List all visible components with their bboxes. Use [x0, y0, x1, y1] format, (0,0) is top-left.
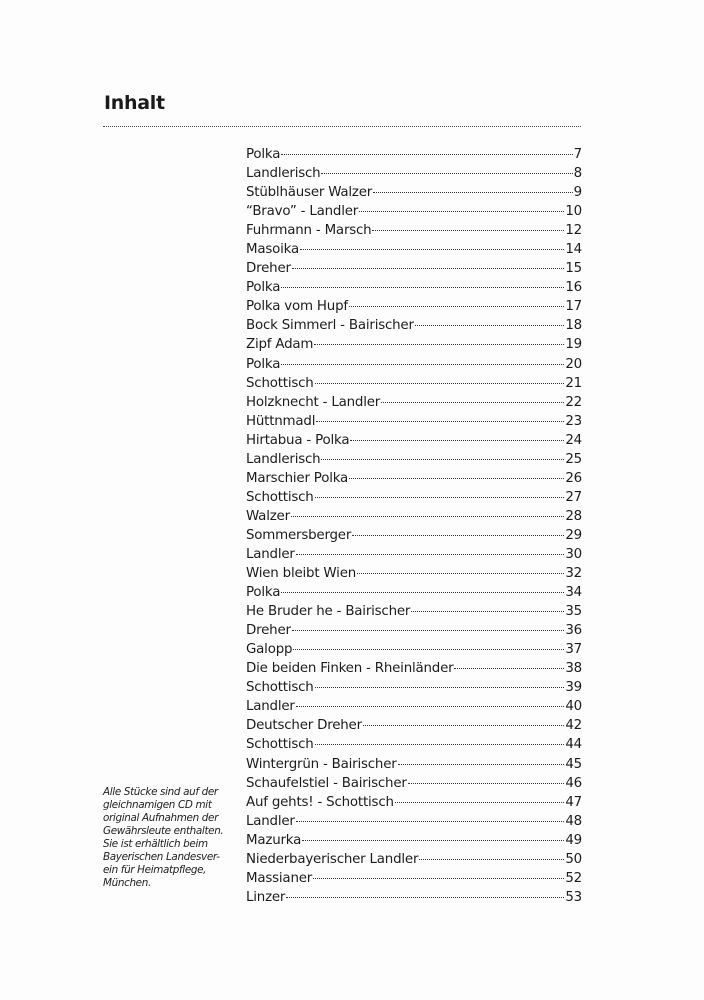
toc-entry-page-number: 52 [565, 870, 582, 886]
toc-entry [246, 488, 582, 507]
toc-entry [246, 621, 582, 640]
toc-dot-leader [286, 897, 564, 898]
toc-entry-page-number: 45 [565, 756, 582, 772]
toc-entry-page-number: 21 [565, 375, 582, 391]
toc-entry-page-number: 22 [565, 394, 582, 410]
toc-entry-title: “Bravo” - Landler [246, 204, 359, 220]
toc-entry-title: Dreher [246, 623, 291, 639]
toc-entry-page-number: 50 [565, 851, 582, 867]
toc-entry-title: Galopp [246, 642, 293, 658]
toc-dot-leader [357, 573, 564, 574]
toc-entry-title: Landler [246, 699, 295, 715]
toc-entry-page-number: 26 [565, 470, 582, 486]
toc-entry-title: Schottisch [246, 737, 314, 753]
toc-entry [246, 183, 582, 202]
toc-dot-leader [292, 630, 565, 631]
toc-entry-title: Schottisch [246, 489, 314, 505]
toc-dot-leader [281, 592, 564, 593]
toc-entry [246, 202, 582, 221]
toc-entry-title: Masoika [246, 242, 299, 258]
toc-entry-title: Marschier Polka [246, 470, 349, 486]
toc-entry [246, 716, 582, 735]
toc-dot-leader [350, 440, 564, 441]
page-heading: Inhalt [104, 92, 165, 114]
toc-entry-title: Holzknecht - Landler [246, 394, 381, 410]
toc-dot-leader [419, 859, 564, 860]
toc-entry [246, 335, 582, 354]
toc-entry-page-number: 29 [565, 527, 582, 543]
toc-entry [246, 755, 582, 774]
toc-dot-leader [316, 421, 564, 422]
toc-entry [246, 374, 582, 393]
toc-entry-page-number: 20 [565, 356, 582, 372]
toc-entry-page-number: 40 [565, 699, 582, 715]
toc-dot-leader [408, 783, 565, 784]
toc-entry [246, 888, 582, 907]
toc-dot-leader [321, 173, 572, 174]
table-of-contents [246, 145, 582, 907]
toc-entry-page-number: 42 [565, 718, 582, 734]
toc-entry-page-number: 12 [565, 223, 582, 239]
toc-entry-page-number: 18 [565, 318, 582, 334]
toc-entry-title: Polka [246, 585, 281, 601]
toc-entry [246, 164, 582, 183]
toc-entry [246, 507, 582, 526]
toc-entry-page-number: 16 [565, 280, 582, 296]
toc-dot-leader [281, 287, 564, 288]
toc-entry [246, 412, 582, 431]
toc-entry [246, 831, 582, 850]
toc-entry-page-number: 36 [565, 623, 582, 639]
toc-entry [246, 583, 582, 602]
toc-entry-page-number: 28 [565, 508, 582, 524]
toc-dot-leader [315, 687, 565, 688]
toc-entry-title: Wintergrün - Bairischer [246, 756, 397, 772]
toc-entry-title: Wien bleibt Wien [246, 566, 357, 582]
toc-entry [246, 393, 582, 412]
toc-entry-title: Bock Simmerl - Bairischer [246, 318, 414, 334]
toc-dot-leader [296, 706, 565, 707]
toc-entry-page-number: 46 [565, 775, 582, 791]
toc-dot-leader [300, 249, 564, 250]
toc-entry-title: Polka [246, 147, 281, 162]
toc-entry-title: Landlerisch [246, 166, 321, 182]
toc-entry-page-number: 34 [565, 585, 582, 601]
toc-entry-title: Landlerisch [246, 451, 321, 467]
toc-entry [246, 278, 582, 297]
toc-entry-title: Auf gehts! - Schottisch [246, 794, 394, 810]
toc-entry-title: Zipf Adam [246, 337, 314, 353]
toc-dot-leader [296, 821, 565, 822]
toc-entry-title: Massianer [246, 870, 313, 886]
toc-entry-title: Polka [246, 356, 281, 372]
toc-entry-title: Schaufelstiel - Bairischer [246, 775, 407, 791]
toc-entry-title: Landler [246, 813, 295, 829]
toc-entry [246, 145, 582, 164]
toc-entry-page-number: 17 [565, 299, 582, 315]
toc-entry [246, 526, 582, 545]
toc-entry-page-number: 38 [565, 661, 582, 677]
toc-dot-leader [352, 535, 564, 536]
toc-entry-page-number: 19 [565, 337, 582, 353]
toc-dot-leader [302, 840, 564, 841]
toc-dot-leader [381, 402, 564, 403]
toc-entry [246, 602, 582, 621]
toc-dot-leader [314, 344, 564, 345]
toc-entry-page-number: 30 [565, 546, 582, 562]
cd-note: Alle Stücke sind auf der gleichnamigen CD mit original Aufnahmen der Gewährsleute enthalten. Sie ist erhältlich beim Bayerischen Landesver-ein für Heimatpflege, München. [103, 786, 224, 889]
toc-entry-page-number: 35 [565, 604, 582, 620]
toc-dot-leader [315, 497, 565, 498]
toc-entry [246, 450, 582, 469]
toc-entry-page-number: 23 [565, 413, 582, 429]
toc-entry [246, 812, 582, 831]
toc-dot-leader [281, 154, 572, 155]
toc-dot-leader [313, 878, 564, 879]
toc-entry-title: Dreher [246, 261, 291, 277]
toc-entry [246, 240, 582, 259]
toc-entry [246, 316, 582, 335]
toc-dot-leader [281, 364, 564, 365]
toc-entry-title: Schottisch [246, 375, 314, 391]
toc-entry-title: Stüblhäuser Walzer [246, 185, 373, 201]
toc-dot-leader [291, 516, 564, 517]
toc-entry-page-number: 27 [565, 489, 582, 505]
toc-entry-title: Hüttnmadl [246, 413, 316, 429]
toc-entry [246, 431, 582, 450]
toc-entry-page-number: 37 [565, 642, 582, 658]
toc-entry [246, 640, 582, 659]
toc-entry-page-number: 9 [573, 185, 582, 201]
toc-dot-leader [315, 744, 565, 745]
toc-entry-page-number: 44 [565, 737, 582, 753]
toc-entry-title: Hirtabua - Polka [246, 432, 350, 448]
toc-entry-title: He Bruder he - Bairischer [246, 604, 411, 620]
toc-entry-title: Schottisch [246, 680, 314, 696]
toc-entry-page-number: 53 [565, 889, 582, 905]
toc-dot-leader [349, 478, 564, 479]
toc-entry-title: Mazurka [246, 832, 302, 848]
toc-dot-leader [398, 764, 565, 765]
toc-entry [246, 659, 582, 678]
toc-dot-leader [373, 192, 573, 193]
toc-entry-page-number: 15 [565, 261, 582, 277]
toc-entry [246, 564, 582, 583]
toc-entry-title: Die beiden Finken - Rheinländer [246, 661, 454, 677]
toc-entry-title: Landler [246, 546, 295, 562]
toc-entry [246, 221, 582, 240]
toc-entry-page-number: 10 [565, 204, 582, 220]
toc-entry [246, 735, 582, 754]
toc-entry [246, 355, 582, 374]
toc-entry-page-number: 32 [565, 566, 582, 582]
toc-entry-title: Walzer [246, 508, 290, 524]
toc-dot-leader [454, 668, 564, 669]
toc-dot-leader [415, 325, 565, 326]
toc-entry [246, 469, 582, 488]
toc-entry-title: Polka [246, 280, 281, 296]
toc-entry [246, 545, 582, 564]
toc-dot-leader [411, 611, 564, 612]
toc-dot-leader [315, 383, 565, 384]
toc-dot-leader [293, 649, 564, 650]
toc-entry-page-number: 49 [565, 832, 582, 848]
toc-entry-title: Sommersberger [246, 527, 352, 543]
toc-entry [246, 774, 582, 793]
toc-dot-leader [372, 230, 564, 231]
toc-entry-page-number: 7 [573, 147, 582, 162]
toc-entry [246, 697, 582, 716]
toc-entry-title: Deutscher Dreher [246, 718, 362, 734]
toc-dot-leader [359, 211, 564, 212]
toc-dot-leader [292, 268, 565, 269]
toc-entry [246, 678, 582, 697]
toc-entry-page-number: 24 [565, 432, 582, 448]
heading-dotted-rule [103, 126, 581, 127]
toc-entry [246, 793, 582, 812]
toc-entry-title: Fuhrmann - Marsch [246, 223, 372, 239]
toc-entry-page-number: 47 [565, 794, 582, 810]
toc-dot-leader [296, 554, 565, 555]
toc-entry-page-number: 48 [565, 813, 582, 829]
toc-entry [246, 297, 582, 316]
toc-dot-leader [321, 459, 564, 460]
toc-entry-title: Niederbayerischer Landler [246, 851, 419, 867]
toc-dot-leader [349, 306, 564, 307]
toc-dot-leader [363, 725, 564, 726]
toc-entry-title: Linzer [246, 889, 286, 905]
toc-entry-title: Polka vom Hupf [246, 299, 348, 315]
toc-entry-page-number: 14 [565, 242, 582, 258]
toc-entry-page-number: 25 [565, 451, 582, 467]
toc-entry [246, 259, 582, 278]
toc-entry-page-number: 39 [565, 680, 582, 696]
toc-entry [246, 869, 582, 888]
toc-entry-page-number: 8 [573, 166, 582, 182]
toc-entry [246, 850, 582, 869]
toc-dot-leader [395, 802, 565, 803]
